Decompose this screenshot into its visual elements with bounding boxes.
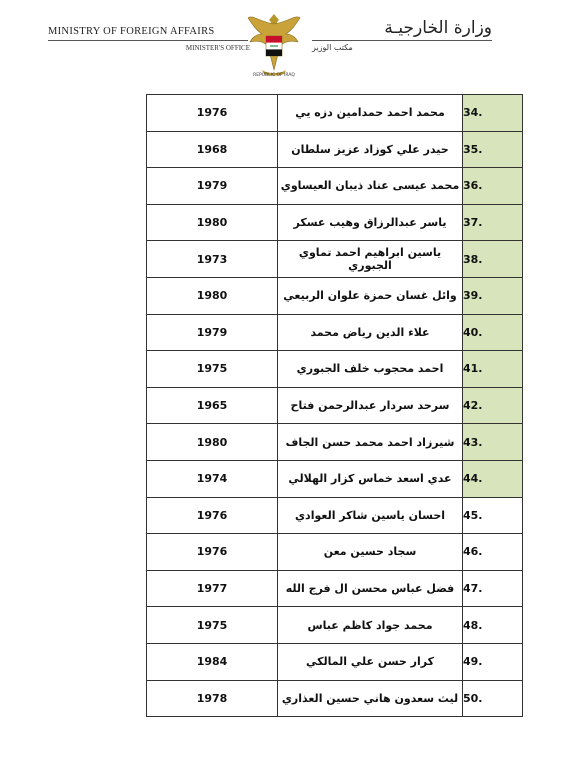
row-number-cell: 49. [463, 643, 523, 680]
full-name-cell: سجاد حسين معن [278, 534, 463, 571]
birth-year-cell: 1974 [147, 460, 278, 497]
birth-year-cell: 1976 [147, 95, 278, 132]
full-name-cell: احمد محجوب خلف الجبوري [278, 351, 463, 388]
full-name-cell: فضل عباس محسن ال فرج الله [278, 570, 463, 607]
table-row [147, 277, 523, 314]
table-row [147, 570, 523, 607]
table-row [147, 534, 523, 571]
table-row [147, 460, 523, 497]
full-name-cell: ياسر عبدالرزاق وهيب عسكر [278, 204, 463, 241]
full-name-cell: محمد احمد حمدامين دزه يي [278, 95, 463, 132]
row-number-cell: 42. [463, 387, 523, 424]
full-name-cell: عدي اسعد خماس كزار الهلالي [278, 460, 463, 497]
full-name-cell: احسان ياسين شاكر العوادي [278, 497, 463, 534]
birth-year-cell: 1973 [147, 241, 278, 278]
row-number-cell: 48. [463, 607, 523, 644]
table-row [147, 204, 523, 241]
names-table [146, 94, 523, 717]
birth-year-cell: 1979 [147, 168, 278, 205]
table-row [147, 387, 523, 424]
birth-year-cell: 1975 [147, 607, 278, 644]
row-number-cell: 45. [463, 497, 523, 534]
birth-year-cell: 1980 [147, 424, 278, 461]
birth-year-cell: 1978 [147, 680, 278, 717]
row-number-cell: 35. [463, 131, 523, 168]
row-number-cell: 34. [463, 95, 523, 132]
full-name-cell: محمد عيسى عناد ذيبان العيساوي [278, 168, 463, 205]
table-row [147, 497, 523, 534]
table-row [147, 351, 523, 388]
table-row [147, 607, 523, 644]
full-name-cell: محمد جواد كاظم عباس [278, 607, 463, 644]
birth-year-cell: 1975 [147, 351, 278, 388]
ministry-title-english: MINISTRY OF FOREIGN AFFAIRS [48, 26, 215, 37]
full-name-cell: حيدر علي كوزاد عزيز سلطان [278, 131, 463, 168]
birth-year-cell: 1965 [147, 387, 278, 424]
table-row [147, 424, 523, 461]
full-name-cell: كرار حسن علي المالكي [278, 643, 463, 680]
table-row [147, 643, 523, 680]
emblem-caption: REPUBLIC OF IRAQ [253, 73, 295, 78]
row-number-cell: 40. [463, 314, 523, 351]
row-number-cell: 44. [463, 460, 523, 497]
full-name-cell: شيرزاد احمد محمد حسن الجاف [278, 424, 463, 461]
row-number-cell: 37. [463, 204, 523, 241]
letterhead [0, 0, 579, 90]
table-row [147, 241, 523, 278]
row-number-cell: 41. [463, 351, 523, 388]
row-number-cell: 50. [463, 680, 523, 717]
office-subtitle-english: MINISTER'S OFFICE [185, 44, 250, 52]
ministry-title-arabic: وزارة الخارجيـة [384, 18, 492, 38]
full-name-cell: ياسين ابراهيم احمد تماوي الجبوري [278, 241, 463, 278]
table-row [147, 95, 523, 132]
birth-year-cell: 1977 [147, 570, 278, 607]
row-number-cell: 47. [463, 570, 523, 607]
full-name-cell: سرحد سردار عبدالرحمن فتاح [278, 387, 463, 424]
birth-year-cell: 1984 [147, 643, 278, 680]
row-number-cell: 46. [463, 534, 523, 571]
birth-year-cell: 1968 [147, 131, 278, 168]
row-number-cell: 36. [463, 168, 523, 205]
header-divider-right [312, 40, 492, 41]
iraq-eagle-emblem-icon [246, 8, 302, 82]
row-number-cell: 39. [463, 277, 523, 314]
birth-year-cell: 1976 [147, 534, 278, 571]
table-row [147, 314, 523, 351]
header-divider-left [48, 40, 248, 41]
row-number-cell: 43. [463, 424, 523, 461]
birth-year-cell: 1980 [147, 277, 278, 314]
full-name-cell: ليث سعدون هاني حسين العذاري [278, 680, 463, 717]
office-subtitle-arabic: مكتب الوزير [312, 43, 353, 52]
full-name-cell: وائل غسان حمزة علوان الربيعي [278, 277, 463, 314]
birth-year-cell: 1976 [147, 497, 278, 534]
names-table-body [147, 95, 523, 717]
table-row [147, 131, 523, 168]
birth-year-cell: 1980 [147, 204, 278, 241]
table-row [147, 168, 523, 205]
table-row [147, 680, 523, 717]
full-name-cell: علاء الدين رياض محمد [278, 314, 463, 351]
row-number-cell: 38. [463, 241, 523, 278]
birth-year-cell: 1979 [147, 314, 278, 351]
